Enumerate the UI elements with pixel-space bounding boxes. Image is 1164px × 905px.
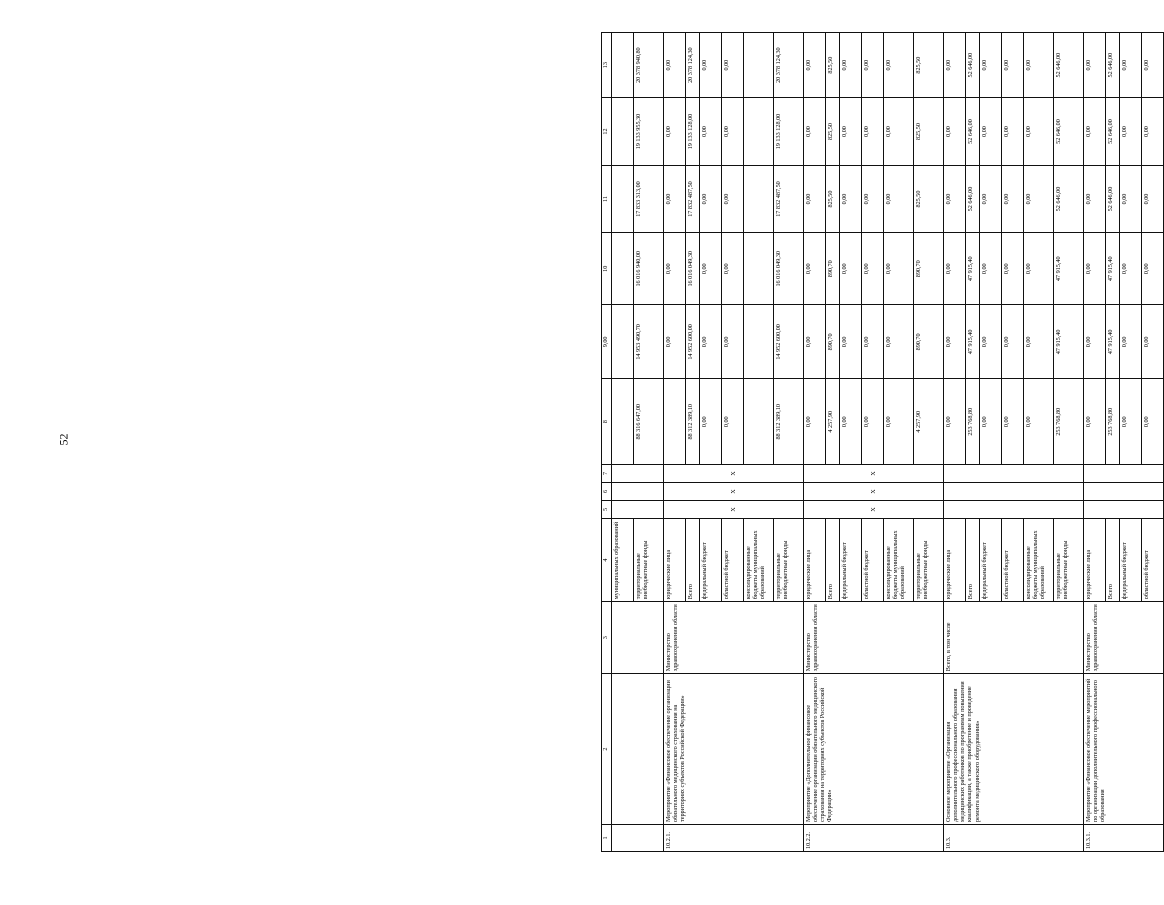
value-cell-col-9: 0,00 (804, 305, 826, 379)
value-cell-col-13: 0,00 (804, 33, 826, 98)
column-header-2: 2 (602, 674, 612, 825)
value-cell-col-12: 0,00 (944, 98, 966, 166)
value-cell-col-8: 0,00 (722, 379, 744, 465)
value-cell-col-13: 0,00 (980, 33, 1002, 98)
mark-col-5 (612, 501, 664, 519)
value-cell-col-13: 0,00 (722, 33, 744, 98)
value-cell-col-10: 0,00 (1084, 233, 1106, 305)
column-header-9: 9,00 (602, 305, 612, 379)
value-cell-col-10: 0,00 (804, 233, 826, 305)
value-cell-col-10: 0,00 (884, 233, 914, 305)
value-cell-col-8: 0,00 (884, 379, 914, 465)
mark-col-6 (612, 483, 664, 501)
value-cell-col-8: 0,00 (980, 379, 1002, 465)
column-header-5: 5 (602, 501, 612, 519)
value-cell-col-12: 0,00 (980, 98, 1002, 166)
executor: Всего, в том числе (944, 602, 1084, 674)
value-cell-col-13: 52 646,00 (1106, 33, 1120, 98)
value-cell-col-9: 14 952 600,00 (686, 305, 700, 379)
value-cell-col-10: 47 915,40 (1106, 233, 1120, 305)
value-cell-col-12: 52 646,00 (966, 98, 980, 166)
value-cell-col-13: 825,50 (914, 33, 944, 98)
value-cell-col-12: 52 646,00 (1054, 98, 1084, 166)
executor: Министерство здравоохранения области (1084, 602, 1164, 674)
value-cell-col-8: 88 312 389,10 (774, 379, 804, 465)
value-cell-col-10 (744, 233, 774, 305)
value-cell-col-11: 0,00 (1142, 165, 1164, 233)
value-cell-col-11 (612, 165, 634, 233)
value-cell-col-12: 52 646,00 (1106, 98, 1120, 166)
funding-source: юридические лица (1084, 519, 1106, 602)
measure-name: Мероприятие «Финансовое обеспечение мероприятий по организации дополнительного профессионального образования (1084, 674, 1164, 825)
column-header-6: 6 (602, 483, 612, 501)
value-cell-col-9: 0,00 (980, 305, 1002, 379)
value-cell-col-11: 0,00 (664, 165, 686, 233)
value-cell-col-10: 0,00 (862, 233, 884, 305)
section-id (612, 825, 664, 852)
value-cell-col-11: 0,00 (862, 165, 884, 233)
value-cell-col-9: 0,00 (862, 305, 884, 379)
column-header-1: 1 (602, 825, 612, 852)
column-header-4: 4 (602, 519, 612, 602)
value-cell-col-10: 0,00 (840, 233, 862, 305)
value-cell-col-9: 14 953 490,70 (634, 305, 664, 379)
table-row (804, 33, 826, 852)
value-cell-col-13: 20 378 124,30 (686, 33, 700, 98)
mark-col-7: Х (664, 465, 804, 483)
mark-col-5: Х (664, 501, 804, 519)
value-cell-col-11: 825,50 (914, 165, 944, 233)
value-cell-col-13: 0,00 (862, 33, 884, 98)
value-cell-col-8: 253 768,80 (1106, 379, 1120, 465)
value-cell-col-9: 47 915,40 (1106, 305, 1120, 379)
value-cell-col-11: 52 646,00 (1054, 165, 1084, 233)
funding-source: федеральный бюджет (1120, 519, 1142, 602)
value-cell-col-12: 0,00 (664, 98, 686, 166)
value-cell-col-10: 890,70 (826, 233, 840, 305)
value-cell-col-13: 0,00 (944, 33, 966, 98)
value-cell-col-9: 0,00 (1084, 305, 1106, 379)
value-cell-col-10: 0,00 (722, 233, 744, 305)
value-cell-col-12: 19 133 128,00 (774, 98, 804, 166)
value-cell-col-10: 0,00 (700, 233, 722, 305)
funding-source: консолидированные бюджеты муниципальных образований (884, 519, 914, 602)
value-cell-col-8: 0,00 (1120, 379, 1142, 465)
value-cell-col-9: 0,00 (1024, 305, 1054, 379)
funding-source: юридические лица (664, 519, 686, 602)
value-cell-col-11: 17 832 487,50 (774, 165, 804, 233)
table-row (944, 33, 966, 852)
value-cell-col-13: 0,00 (1002, 33, 1024, 98)
value-cell-col-13: 20 378 940,80 (634, 33, 664, 98)
value-cell-col-9 (744, 305, 774, 379)
value-cell-col-10: 890,70 (914, 233, 944, 305)
value-cell-col-9: 0,00 (944, 305, 966, 379)
value-cell-col-9: 0,00 (840, 305, 862, 379)
value-cell-col-9: 0,00 (1120, 305, 1142, 379)
value-cell-col-8: 4 257,90 (826, 379, 840, 465)
value-cell-col-11: 0,00 (944, 165, 966, 233)
value-cell-col-8: 0,00 (840, 379, 862, 465)
value-cell-col-12 (612, 98, 634, 166)
value-cell-col-10: 0,00 (1024, 233, 1054, 305)
funding-source: территориальные внебюджетные фонды (1054, 519, 1084, 602)
value-cell-col-10: 0,00 (1002, 233, 1024, 305)
mark-col-7: Х (804, 465, 944, 483)
mark-col-7 (1084, 465, 1164, 483)
value-cell-col-10: 16 016 940,00 (634, 233, 664, 305)
value-cell-col-13: 0,00 (840, 33, 862, 98)
value-cell-col-11: 0,00 (980, 165, 1002, 233)
value-cell-col-13: 20 378 124,30 (774, 33, 804, 98)
value-cell-col-13 (612, 33, 634, 98)
column-header-7: 7 (602, 465, 612, 483)
mark-col-6: Х (664, 483, 804, 501)
section-id: 10.2.2. (804, 825, 944, 852)
executor: Министерство здравоохранения области (664, 602, 804, 674)
value-cell-col-8: 0,00 (700, 379, 722, 465)
value-cell-col-8: 0,00 (1084, 379, 1106, 465)
value-cell-col-12: 0,00 (1120, 98, 1142, 166)
mark-col-7 (612, 465, 664, 483)
value-cell-col-10: 0,00 (664, 233, 686, 305)
value-cell-col-12: 825,50 (826, 98, 840, 166)
value-cell-col-13: 0,00 (700, 33, 722, 98)
value-cell-col-10: 16 016 049,30 (686, 233, 700, 305)
value-cell-col-13 (744, 33, 774, 98)
value-cell-col-11: 17 833 313,00 (634, 165, 664, 233)
program-budget-table (601, 32, 1164, 852)
value-cell-col-8: 253 768,80 (966, 379, 980, 465)
value-cell-col-8: 0,00 (804, 379, 826, 465)
value-cell-col-12 (744, 98, 774, 166)
executor: Министерство здравоохранения области (804, 602, 944, 674)
column-header-11: 11 (602, 165, 612, 233)
value-cell-col-8: 88 316 647,00 (634, 379, 664, 465)
value-cell-col-11: 0,00 (884, 165, 914, 233)
value-cell-col-13: 0,00 (664, 33, 686, 98)
column-header-12: 12 (602, 98, 612, 166)
value-cell-col-12: 825,50 (914, 98, 944, 166)
value-cell-col-11: 52 646,00 (1106, 165, 1120, 233)
value-cell-col-11: 0,00 (722, 165, 744, 233)
value-cell-col-9: 47 915,40 (966, 305, 980, 379)
value-cell-col-8: 4 257,90 (914, 379, 944, 465)
funding-source: Всего (686, 519, 700, 602)
value-cell-col-11 (744, 165, 774, 233)
page-number: 52 (56, 433, 71, 446)
value-cell-col-13: 0,00 (1084, 33, 1106, 98)
value-cell-col-11: 0,00 (804, 165, 826, 233)
value-cell-col-12: 0,00 (1002, 98, 1024, 166)
value-cell-col-9: 0,00 (884, 305, 914, 379)
funding-source: муниципальных образований (612, 519, 634, 602)
value-cell-col-10: 0,00 (980, 233, 1002, 305)
value-cell-col-10: 0,00 (944, 233, 966, 305)
table-row (612, 33, 634, 852)
mark-col-5: Х (804, 501, 944, 519)
mark-col-6 (1084, 483, 1164, 501)
value-cell-col-8: 88 312 389,10 (686, 379, 700, 465)
value-cell-col-11: 0,00 (1024, 165, 1054, 233)
mark-col-7 (944, 465, 1084, 483)
value-cell-col-9: 47 915,40 (1054, 305, 1084, 379)
value-cell-col-11: 0,00 (1084, 165, 1106, 233)
value-cell-col-11: 0,00 (700, 165, 722, 233)
value-cell-col-12: 0,00 (700, 98, 722, 166)
value-cell-col-12: 0,00 (884, 98, 914, 166)
column-header-8: 8 (602, 379, 612, 465)
value-cell-col-9: 890,70 (914, 305, 944, 379)
funding-source: консолидированные бюджеты муниципальных образований (744, 519, 774, 602)
value-cell-col-9: 14 952 600,00 (774, 305, 804, 379)
funding-source: федеральный бюджет (700, 519, 722, 602)
funding-source: Всего (826, 519, 840, 602)
rotated-table-container (601, 32, 1150, 852)
value-cell-col-10: 16 016 049,30 (774, 233, 804, 305)
mark-col-6: Х (804, 483, 944, 501)
measure-name: Мероприятие «Дополнительное финансовое обеспечение организации обязательного медицинского страхования на территориях субъектов Российской Федерации» (804, 674, 944, 825)
value-cell-col-13: 0,00 (1024, 33, 1054, 98)
value-cell-col-13: 0,00 (1142, 33, 1164, 98)
value-cell-col-13: 52 646,00 (966, 33, 980, 98)
column-header-3: 3 (602, 602, 612, 674)
value-cell-col-12: 0,00 (1142, 98, 1164, 166)
funding-source: юридические лица (804, 519, 826, 602)
value-cell-col-11: 17 832 487,50 (686, 165, 700, 233)
value-cell-col-12: 0,00 (1024, 98, 1054, 166)
value-cell-col-9: 0,00 (722, 305, 744, 379)
section-id: 10.3. (944, 825, 1084, 852)
value-cell-col-8: 0,00 (1024, 379, 1054, 465)
value-cell-col-9 (612, 305, 634, 379)
value-cell-col-8: 0,00 (862, 379, 884, 465)
value-cell-col-12: 0,00 (840, 98, 862, 166)
value-cell-col-9: 0,00 (1142, 305, 1164, 379)
funding-source: областной бюджет (1002, 519, 1024, 602)
value-cell-col-12: 0,00 (722, 98, 744, 166)
funding-source: территориальные внебюджетные фонды (634, 519, 664, 602)
funding-source: областной бюджет (1142, 519, 1164, 602)
value-cell-col-10: 47 915,40 (966, 233, 980, 305)
mark-col-5 (944, 501, 1084, 519)
value-cell-col-10: 0,00 (1142, 233, 1164, 305)
measure-name: Основное мероприятие «Организация дополнительного профессионального образования медицинских работников по программам повышения квалификации, а также приобретение и проведение ремонта медицинского оборудования» (944, 674, 1084, 825)
value-cell-col-9: 0,00 (664, 305, 686, 379)
value-cell-col-12: 0,00 (862, 98, 884, 166)
value-cell-col-11: 825,50 (826, 165, 840, 233)
value-cell-col-8: 0,00 (1142, 379, 1164, 465)
funding-source: областной бюджет (722, 519, 744, 602)
mark-col-5 (1084, 501, 1164, 519)
measure-name: Мероприятие «Финансовое обеспечение организации обязательного медицинского страхования на территориях субъектов Российской Федерации» (664, 674, 804, 825)
value-cell-col-8 (612, 379, 634, 465)
table-row (664, 33, 686, 852)
value-cell-col-12: 19 133 955,30 (634, 98, 664, 166)
value-cell-col-8: 0,00 (1002, 379, 1024, 465)
value-cell-col-11: 52 646,00 (966, 165, 980, 233)
value-cell-col-11: 0,00 (1120, 165, 1142, 233)
value-cell-col-12: 19 133 128,00 (686, 98, 700, 166)
section-id: 10.3.1. (1084, 825, 1164, 852)
value-cell-col-13: 52 646,00 (1054, 33, 1084, 98)
funding-source: юридические лица (944, 519, 966, 602)
funding-source: территориальные внебюджетные фонды (774, 519, 804, 602)
value-cell-col-8 (664, 379, 686, 465)
executor (612, 602, 664, 674)
value-cell-col-10: 0,00 (1120, 233, 1142, 305)
table-body (612, 33, 1164, 852)
value-cell-col-10: 47 915,40 (1054, 233, 1084, 305)
value-cell-col-11: 0,00 (840, 165, 862, 233)
funding-source: Всего (966, 519, 980, 602)
value-cell-col-8: 0,00 (944, 379, 966, 465)
value-cell-col-12: 0,00 (1084, 98, 1106, 166)
value-cell-col-13: 0,00 (1120, 33, 1142, 98)
column-header-10: 10 (602, 233, 612, 305)
value-cell-col-9: 0,00 (1002, 305, 1024, 379)
funding-source: федеральный бюджет (840, 519, 862, 602)
funding-source: федеральный бюджет (980, 519, 1002, 602)
value-cell-col-8 (744, 379, 774, 465)
value-cell-col-13: 0,00 (884, 33, 914, 98)
value-cell-col-9: 0,00 (700, 305, 722, 379)
mark-col-6 (944, 483, 1084, 501)
column-header-13: 13 (602, 33, 612, 98)
funding-source: территориальные внебюджетные фонды (914, 519, 944, 602)
table-row (1084, 33, 1106, 852)
table-header (602, 33, 612, 852)
value-cell-col-9: 890,70 (826, 305, 840, 379)
funding-source: областной бюджет (862, 519, 884, 602)
section-id: 10.2.1. (664, 825, 804, 852)
value-cell-col-12: 0,00 (804, 98, 826, 166)
value-cell-col-10 (612, 233, 634, 305)
value-cell-col-8: 253 768,80 (1054, 379, 1084, 465)
funding-source: консолидированные бюджеты муниципальных образований (1024, 519, 1054, 602)
measure-name (612, 674, 664, 825)
funding-source: Всего (1106, 519, 1120, 602)
value-cell-col-13: 825,50 (826, 33, 840, 98)
value-cell-col-11: 0,00 (1002, 165, 1024, 233)
